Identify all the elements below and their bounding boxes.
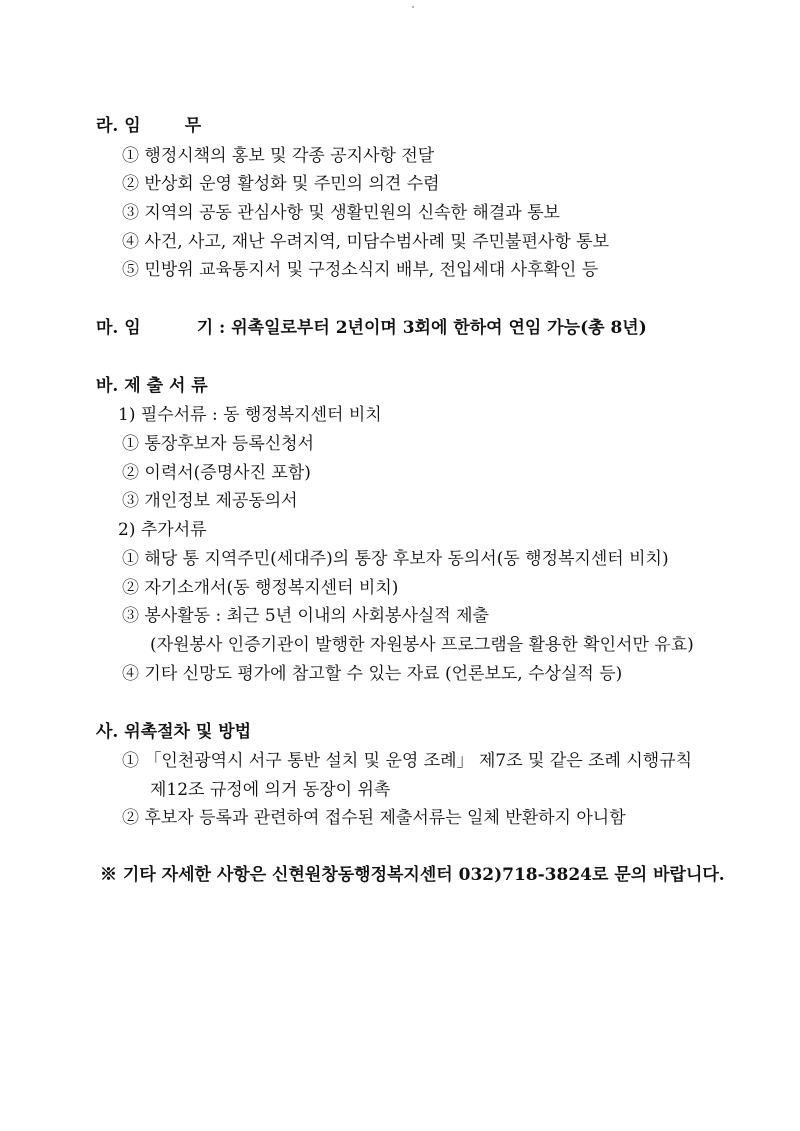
section-ba-additional-item-2: ② 자기소개서(동 행정복지센터 비치) bbox=[122, 578, 399, 598]
section-ba-required-label: 1) 필수서류 : 동 행정복지센터 비치 bbox=[118, 405, 382, 425]
section-ra-item-3: ③ 지역의 공동 관심사항 및 생활민원의 신속한 해결과 통보 bbox=[122, 203, 560, 223]
section-ba-additional-item-3-note: (자원봉사 인증기관이 발행한 자원봉사 프로그램을 활용한 확인서만 유효) bbox=[150, 635, 694, 655]
section-sa-item-2: ② 후보자 등록과 관련하여 접수된 제출서류는 일체 반환하지 아니함 bbox=[122, 808, 626, 828]
section-ba-required-item-1: ① 통장후보자 등록신청서 bbox=[122, 434, 315, 454]
contact-notice: ※ 기타 자세한 사항은 신현원창동행정복지센터 032)718-3824로 문의 바랍니다. bbox=[100, 865, 725, 885]
section-ba-required-item-2: ② 이력서(증명사진 포함) bbox=[122, 463, 311, 483]
section-ba-additional-item-4: ④ 기타 신망도 평가에 참고할 수 있는 자료 (언론보도, 수상실적 등) bbox=[122, 664, 623, 684]
section-ba-additional-item-1: ① 해당 통 지역주민(세대주)의 통장 후보자 동의서(동 행정복지센터 비치) bbox=[122, 549, 669, 569]
section-ba-heading: 바. 제 출 서 류 bbox=[96, 376, 208, 396]
scan-speck bbox=[412, 6, 414, 8]
section-sa-item-1-cont: 제12조 규정에 의거 동장이 위촉 bbox=[150, 780, 391, 800]
section-ma-label-tail: 기 bbox=[196, 318, 214, 338]
section-ba-required-item-3: ③ 개인정보 제공동의서 bbox=[122, 491, 298, 511]
section-ra-label-tail: 무 bbox=[184, 116, 202, 136]
section-ra-item-4: ④ 사건, 사고, 재난 우려지역, 미담수범사례 및 주민불편사항 통보 bbox=[122, 232, 609, 252]
section-ra-item-5: ⑤ 민방위 교육통지서 및 구정소식지 배부, 전입세대 사후확인 등 bbox=[122, 260, 599, 280]
section-ra-label: 라. 임 bbox=[96, 116, 141, 136]
section-ba-additional-item-3: ③ 봉사활동 : 최근 5년 이내의 사회봉사실적 제출 bbox=[122, 606, 489, 626]
section-ra-item-1: ① 행정시책의 홍보 및 각종 공지사항 전달 bbox=[122, 146, 435, 166]
section-ma-label: 마. 임 bbox=[96, 318, 141, 338]
section-sa-item-1: ① 「인천광역시 서구 통반 설치 및 운영 조례」 제7조 및 같은 조례 시행규칙 bbox=[122, 751, 693, 771]
section-ma-text: : 위촉일로부터 2년이며 3회에 한하여 연임 가능(총 8년) bbox=[219, 318, 647, 338]
section-ma-heading bbox=[96, 317, 647, 339]
section-sa-heading: 사. 위촉절차 및 방법 bbox=[96, 722, 252, 742]
section-ra-item-2: ② 반상회 운영 활성화 및 주민의 의견 수렴 bbox=[122, 174, 440, 194]
section-ra-heading bbox=[96, 115, 201, 137]
section-ba-additional-label: 2) 추가서류 bbox=[118, 520, 207, 540]
